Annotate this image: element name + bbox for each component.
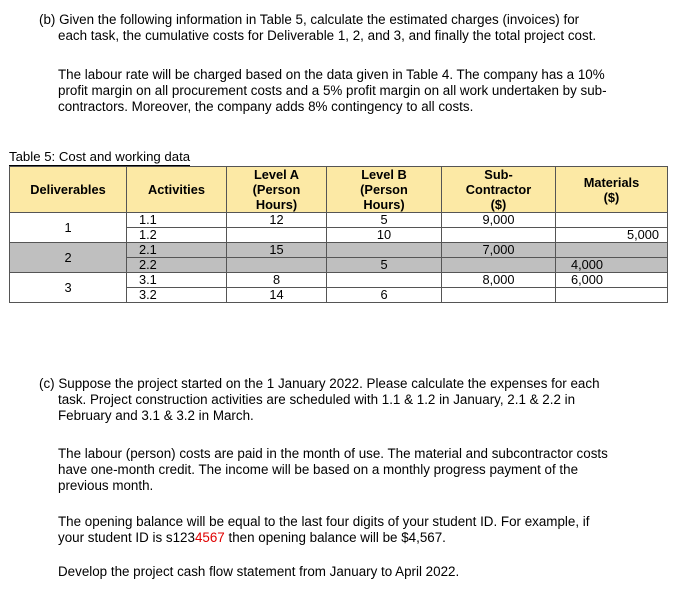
level-b-cell: 6 <box>327 288 442 303</box>
materials-cell <box>556 243 668 258</box>
part-b-line-2: each task, the cumulative costs for Deliverable 1, 2, and 3, and finally the total project cost. <box>58 28 597 43</box>
part-b-para2-line-2: profit margin on all procurement costs and a 5% profit margin on all work undertaken by sub- <box>58 83 607 98</box>
header-sub-line-3: ($) <box>490 197 507 212</box>
activity-cell: 1.2 <box>127 228 227 243</box>
table-row <box>10 243 668 258</box>
header-level-a-line-1: Level A <box>253 167 300 182</box>
header-level-a-line-3: Hours) <box>255 197 298 212</box>
part-c-opening-balance-paragraph <box>58 514 670 546</box>
part-c-p2-line-3: previous month. <box>58 478 154 493</box>
activity-cell: 3.2 <box>127 288 227 303</box>
header-level-b-line-2: (Person <box>360 182 408 197</box>
part-b-para2-line-1: The labour rate will be charged based on the data given in Table 4. The company has a 10% <box>58 67 605 82</box>
header-materials <box>556 167 668 213</box>
activity-cell: 2.2 <box>127 258 227 273</box>
sub-contractor-cell <box>442 228 556 243</box>
header-level-a-line-2: (Person <box>252 182 301 197</box>
level-a-cell: 14 <box>227 288 327 303</box>
header-level-b <box>327 167 442 213</box>
part-c-payment-paragraph <box>58 446 670 494</box>
header-sub-line-1: Sub- <box>484 167 513 182</box>
part-b-labour-paragraph <box>58 67 668 115</box>
level-b-cell: 10 <box>327 228 442 243</box>
sub-contractor-cell <box>442 288 556 303</box>
activity-cell: 3.1 <box>127 273 227 288</box>
table-row <box>10 273 668 288</box>
level-a-cell: 12 <box>227 213 327 228</box>
level-a-cell: 8 <box>227 273 327 288</box>
materials-cell: 6,000 <box>556 273 668 288</box>
sub-contractor-cell <box>442 258 556 273</box>
header-level-b-line-1: Level B <box>361 167 407 182</box>
table-header-row <box>10 167 668 213</box>
part-c-line-3: February and 3.1 & 3.2 in March. <box>58 408 254 423</box>
level-b-cell <box>327 273 442 288</box>
part-c-task-instruction: Develop the project cash flow statement from January to April 2022. <box>58 564 460 579</box>
level-b-cell: 5 <box>327 213 442 228</box>
part-b-question <box>39 12 669 44</box>
student-id-prefix: your student ID is s123 <box>58 530 195 545</box>
part-c-p3-line-1: The opening balance will be equal to the last four digits of your student ID. For example, if <box>58 514 590 529</box>
table-caption: Table 5: Cost and working data <box>9 149 191 164</box>
level-a-cell <box>227 258 327 273</box>
sub-contractor-cell: 7,000 <box>442 243 556 258</box>
cost-table <box>9 166 668 303</box>
materials-cell <box>556 288 668 303</box>
header-level-b-line-3: Hours) <box>363 197 405 212</box>
part-c-p2-line-1: The labour (person) costs are paid in the month of use. The material and subcontractor costs <box>58 446 608 461</box>
part-b-line-1: (b) Given the following information in Table 5, calculate the estimated charges (invoices) for <box>39 12 580 27</box>
materials-cell: 5,000 <box>556 228 668 243</box>
deliverable-cell: 2 <box>10 243 127 273</box>
activity-cell: 1.1 <box>127 213 227 228</box>
activity-cell: 2.1 <box>127 243 227 258</box>
deliverable-cell: 3 <box>10 273 127 303</box>
level-b-cell: 5 <box>327 258 442 273</box>
header-materials-line-1: Materials <box>583 174 640 190</box>
header-activities: Activities <box>127 167 227 213</box>
part-c-line-1: (c) Suppose the project started on the 1 January 2022. Please calculate the expenses for each <box>39 376 600 391</box>
header-sub-contractor <box>442 167 556 213</box>
part-c-p2-line-2: have one-month credit. The income will be based on a monthly progress payment of the <box>58 462 579 477</box>
sub-contractor-cell: 8,000 <box>442 273 556 288</box>
materials-cell <box>556 213 668 228</box>
part-c-p3-line-2 <box>58 530 670 546</box>
student-id-highlight: 4567 <box>194 530 225 545</box>
part-c-question <box>39 376 669 424</box>
header-materials-line-2: ($) <box>603 189 620 205</box>
part-b-para2-line-3: contractors. Moreover, the company adds 8% contingency to all costs. <box>58 99 474 114</box>
materials-cell: 4,000 <box>556 258 668 273</box>
header-sub-line-2: Contractor <box>465 182 532 197</box>
header-deliverables: Deliverables <box>10 167 127 213</box>
level-b-cell <box>327 243 442 258</box>
opening-balance-text: then opening balance will be $4,567. <box>224 530 446 545</box>
table-row <box>10 213 668 228</box>
part-c-line-2: task. Project construction activities are scheduled with 1.1 & 1.2 in January, 2.1 & 2.2 in <box>58 392 576 407</box>
header-level-a <box>227 167 327 213</box>
sub-contractor-cell: 9,000 <box>442 213 556 228</box>
level-a-cell <box>227 228 327 243</box>
level-a-cell: 15 <box>227 243 327 258</box>
deliverable-cell: 1 <box>10 213 127 243</box>
